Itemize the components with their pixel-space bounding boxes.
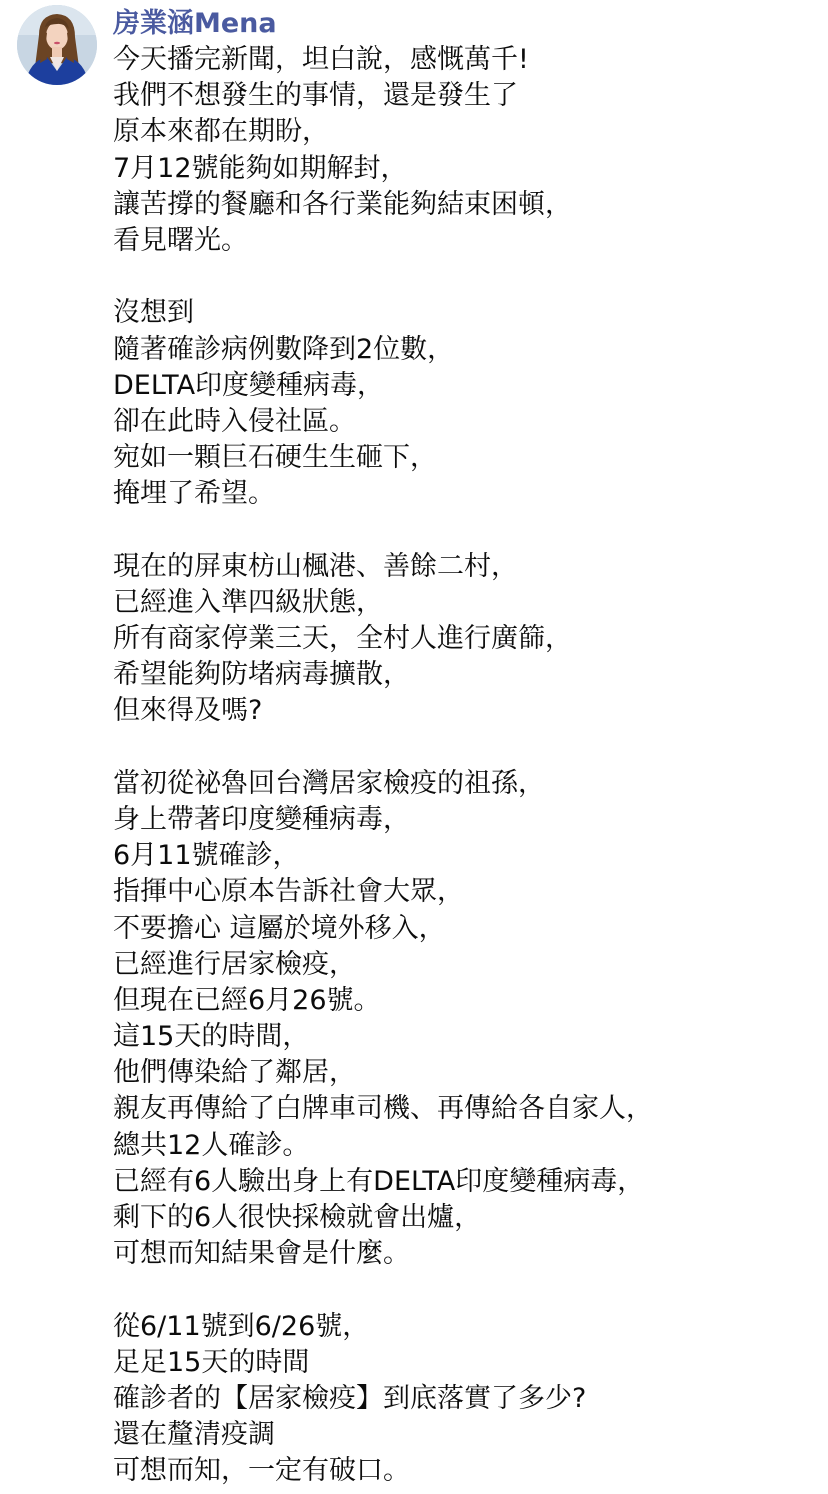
post-line: 沒想到 bbox=[113, 297, 194, 329]
post-line: 現在的屏東枋山楓港、善餘二村， bbox=[113, 550, 518, 582]
post-line: 宛如一顆巨石硬生生砸下， bbox=[113, 442, 437, 474]
post-line: 所有商家停業三天，全村人進行廣篩， bbox=[113, 623, 572, 654]
paragraph-gap bbox=[113, 259, 813, 295]
post-line: 原本來都在期盼， bbox=[113, 116, 329, 148]
post-line: 還在釐清疫調 bbox=[113, 1419, 275, 1451]
post-line: 7月12號能夠如期解封， bbox=[113, 152, 408, 184]
post-line: 讓苦撐的餐廳和各行業能夠結束困頓， bbox=[113, 188, 572, 220]
avatar-photo-icon bbox=[17, 5, 97, 85]
post-line: 但來得及嗎? bbox=[113, 695, 263, 727]
post-line: 身上帶著印度變種病毒， bbox=[113, 803, 410, 835]
paragraph-gap bbox=[113, 512, 813, 548]
post-line: 可想而知，一定有破口。 bbox=[113, 1455, 410, 1487]
post-line: 他們傳染給了鄰居， bbox=[113, 1057, 356, 1089]
post-line: 卻在此時入侵社區。 bbox=[113, 405, 356, 437]
post-line: 已經進入準四級狀態， bbox=[113, 586, 383, 618]
post-line: 希望能夠防堵病毒擴散， bbox=[113, 659, 410, 691]
post-line: 隨著確診病例數降到2位數， bbox=[113, 333, 455, 365]
post-line: 但現在已經6月26號。 bbox=[113, 984, 381, 1016]
post-line: 可想而知結果會是什麼。 bbox=[113, 1238, 410, 1270]
post-line: 總共12人確診。 bbox=[113, 1129, 310, 1161]
avatar[interactable] bbox=[17, 5, 97, 85]
post-line: 6月11號確診， bbox=[113, 840, 300, 872]
post-line: 我們不想發生的事情，還是發生了 bbox=[113, 80, 518, 112]
post-line: 這15天的時間， bbox=[113, 1021, 310, 1053]
post-line: 足足15天的時間 bbox=[113, 1346, 310, 1378]
post-line: 已經進行居家檢疫， bbox=[113, 948, 356, 980]
post-line: 不要擔心 這屬於境外移入， bbox=[113, 912, 446, 944]
author-name[interactable]: 房業涵Mena bbox=[113, 8, 277, 39]
paragraph-gap bbox=[113, 1272, 813, 1308]
post-line: 今天播完新聞，坦白說，感慨萬千! bbox=[113, 44, 529, 75]
post-line: 確診者的【居家檢疫】到底落實了多少? bbox=[113, 1382, 587, 1414]
post-line: 看見曙光。 bbox=[113, 224, 248, 256]
post-line: 從6/11號到6/26號， bbox=[113, 1310, 370, 1342]
post-body bbox=[113, 42, 813, 1490]
post-line: 當初從祕魯回台灣居家檢疫的祖孫， bbox=[113, 767, 545, 799]
post-line: 指揮中心原本告訴社會大眾， bbox=[113, 876, 464, 908]
post-line: 剩下的6人很快採檢就會出爐， bbox=[113, 1202, 482, 1233]
post-line: 已經有6人驗出身上有DELTA印度變種病毒， bbox=[113, 1165, 645, 1197]
post-line: 親友再傳給了白牌車司機、再傳給各自家人， bbox=[113, 1093, 653, 1125]
post-line: 掩埋了希望。 bbox=[113, 478, 275, 510]
paragraph-gap bbox=[113, 730, 813, 766]
post-line: DELTA印度變種病毒， bbox=[113, 369, 385, 401]
